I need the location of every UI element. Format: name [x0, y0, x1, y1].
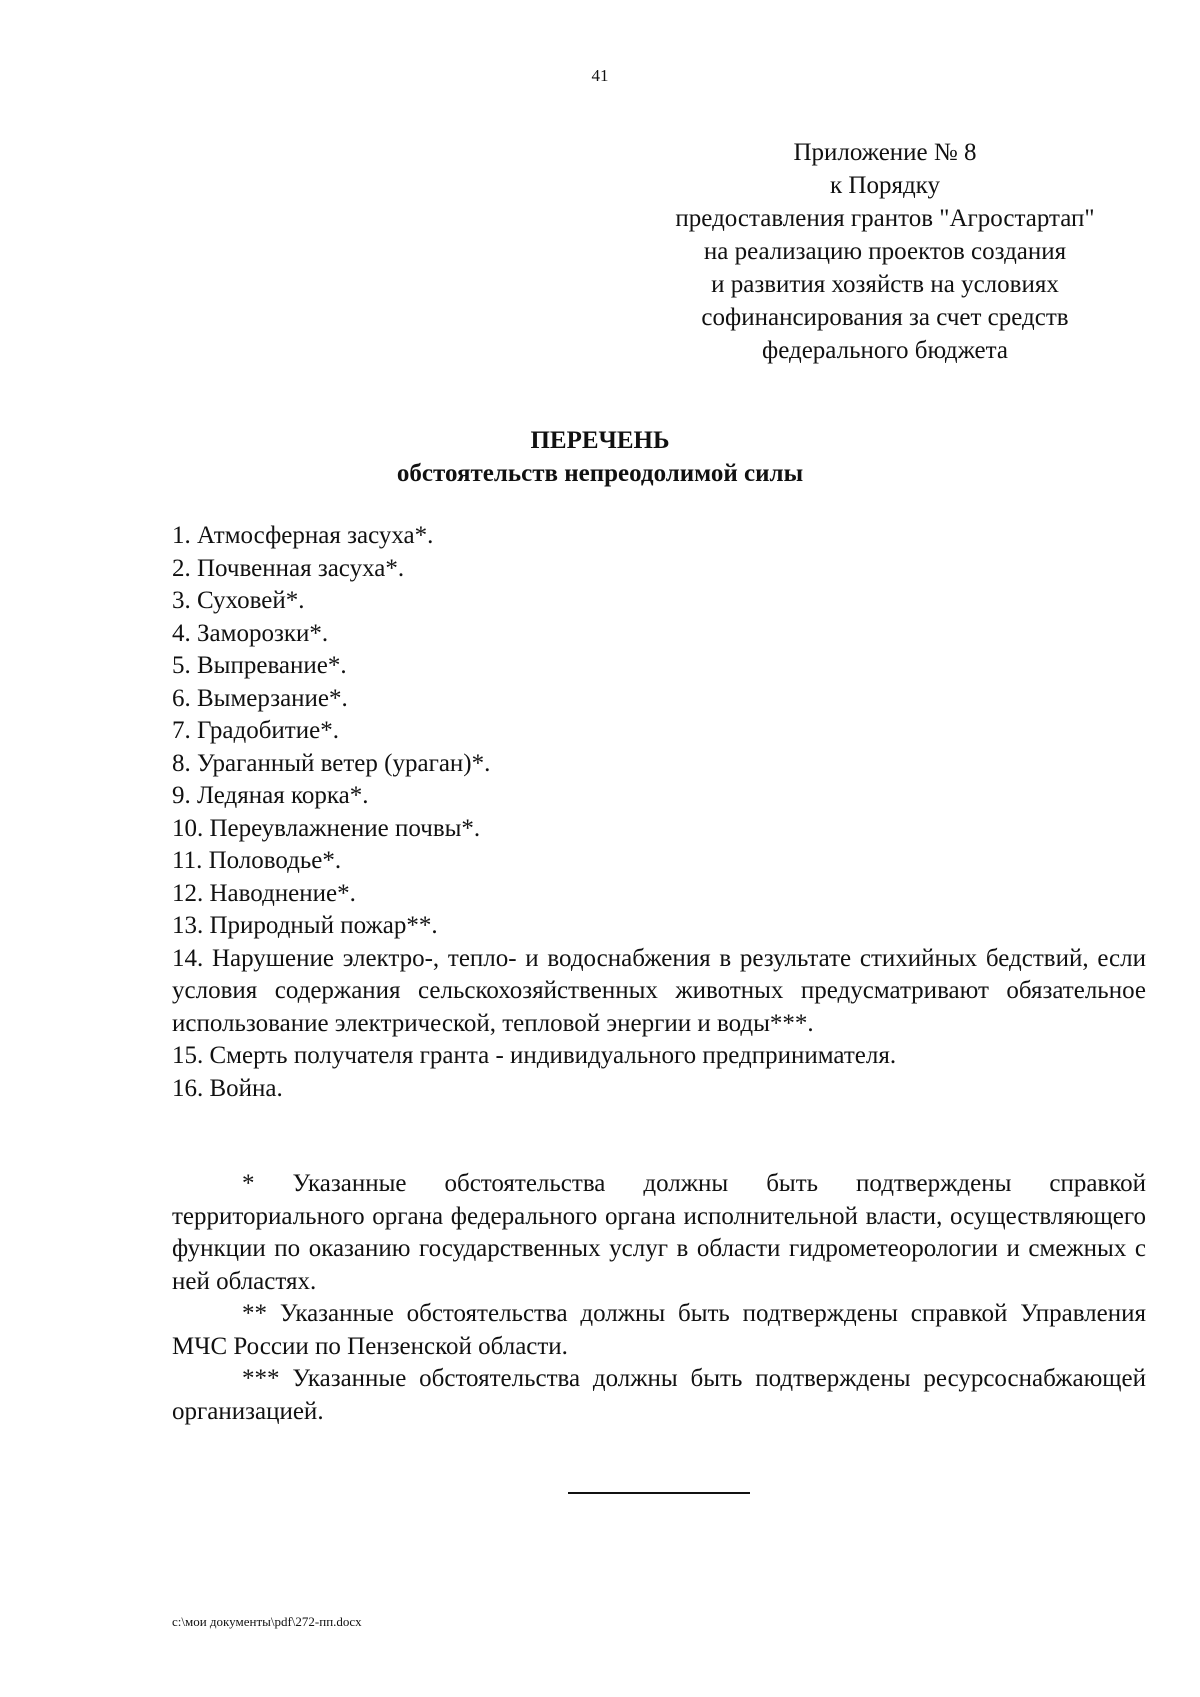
- appendix-line: на реализацию проектов создания: [703, 238, 1067, 265]
- footnotes: [172, 1168, 1146, 1428]
- list-item: 2. Почвенная засуха*.: [172, 554, 405, 582]
- list-item: 8. Ураганный ветер (ураган)*.: [172, 749, 491, 777]
- appendix-header: [640, 136, 1130, 367]
- list-item: 9. Ледяная корка*.: [172, 782, 369, 809]
- list-item: 1. Атмосферная засуха*.: [172, 522, 434, 549]
- list-item: 16. Война.: [172, 1074, 283, 1102]
- file-path-footer: c:\мои документы\pdf\272-пп.docx: [172, 1614, 362, 1629]
- list-item: 11. Половодье*.: [172, 847, 342, 874]
- list-item: 7. Градобитие*.: [172, 717, 339, 744]
- list-item: 12. Наводнение*.: [172, 879, 356, 907]
- heading-subtitle: обстоятельств непреодолимой силы: [396, 460, 804, 487]
- page-number: 41: [591, 66, 609, 85]
- footnote: * Указанные обстоятельства должны быть подтверждены справкой территориального органа федерального органа исполнительной власти, осуществляющего функции по оказанию государственных услуг в области гидрометеорологии и смежных с ней областях.: [172, 1170, 1146, 1295]
- end-divider: [568, 1492, 750, 1494]
- heading-title: ПЕРЕЧЕНЬ: [530, 427, 670, 454]
- appendix-line: и развития хозяйств на условиях: [711, 271, 1059, 298]
- circumstances-list: [172, 520, 1146, 1105]
- appendix-line: софинансирования за счет средств: [701, 304, 1069, 331]
- appendix-line: федерального бюджета: [762, 337, 1008, 364]
- list-item: 10. Переувлажнение почвы*.: [172, 814, 481, 842]
- list-item: 5. Выпревание*.: [172, 652, 347, 679]
- appendix-line: предоставления грантов "Агростартап": [675, 205, 1095, 232]
- appendix-line: к Порядку: [830, 172, 940, 199]
- list-item: 4. Заморозки*.: [172, 619, 329, 647]
- list-item: 6. Вымерзание*.: [172, 684, 348, 712]
- footnote: ** Указанные обстоятельства должны быть подтверждены справкой Управления МЧС России по Пензенской области.: [172, 1300, 1146, 1360]
- document-heading: [0, 424, 1200, 490]
- list-item: 14. Нарушение электро-, тепло- и водоснабжения в результате стихийных бедствий, если условия содержания сельскохозяйственных животных предусматривают обязательное использование электрической, тепловой энергии и воды***.: [172, 944, 1146, 1037]
- list-item: 15. Смерть получателя гранта - индивидуального предпринимателя.: [172, 1042, 897, 1069]
- appendix-line: Приложение № 8: [793, 139, 977, 166]
- list-item: 3. Суховей*.: [172, 587, 305, 614]
- footnote: *** Указанные обстоятельства должны быть подтверждены ресурсоснабжающей организацией.: [172, 1365, 1146, 1425]
- list-item: 13. Природный пожар**.: [172, 912, 438, 939]
